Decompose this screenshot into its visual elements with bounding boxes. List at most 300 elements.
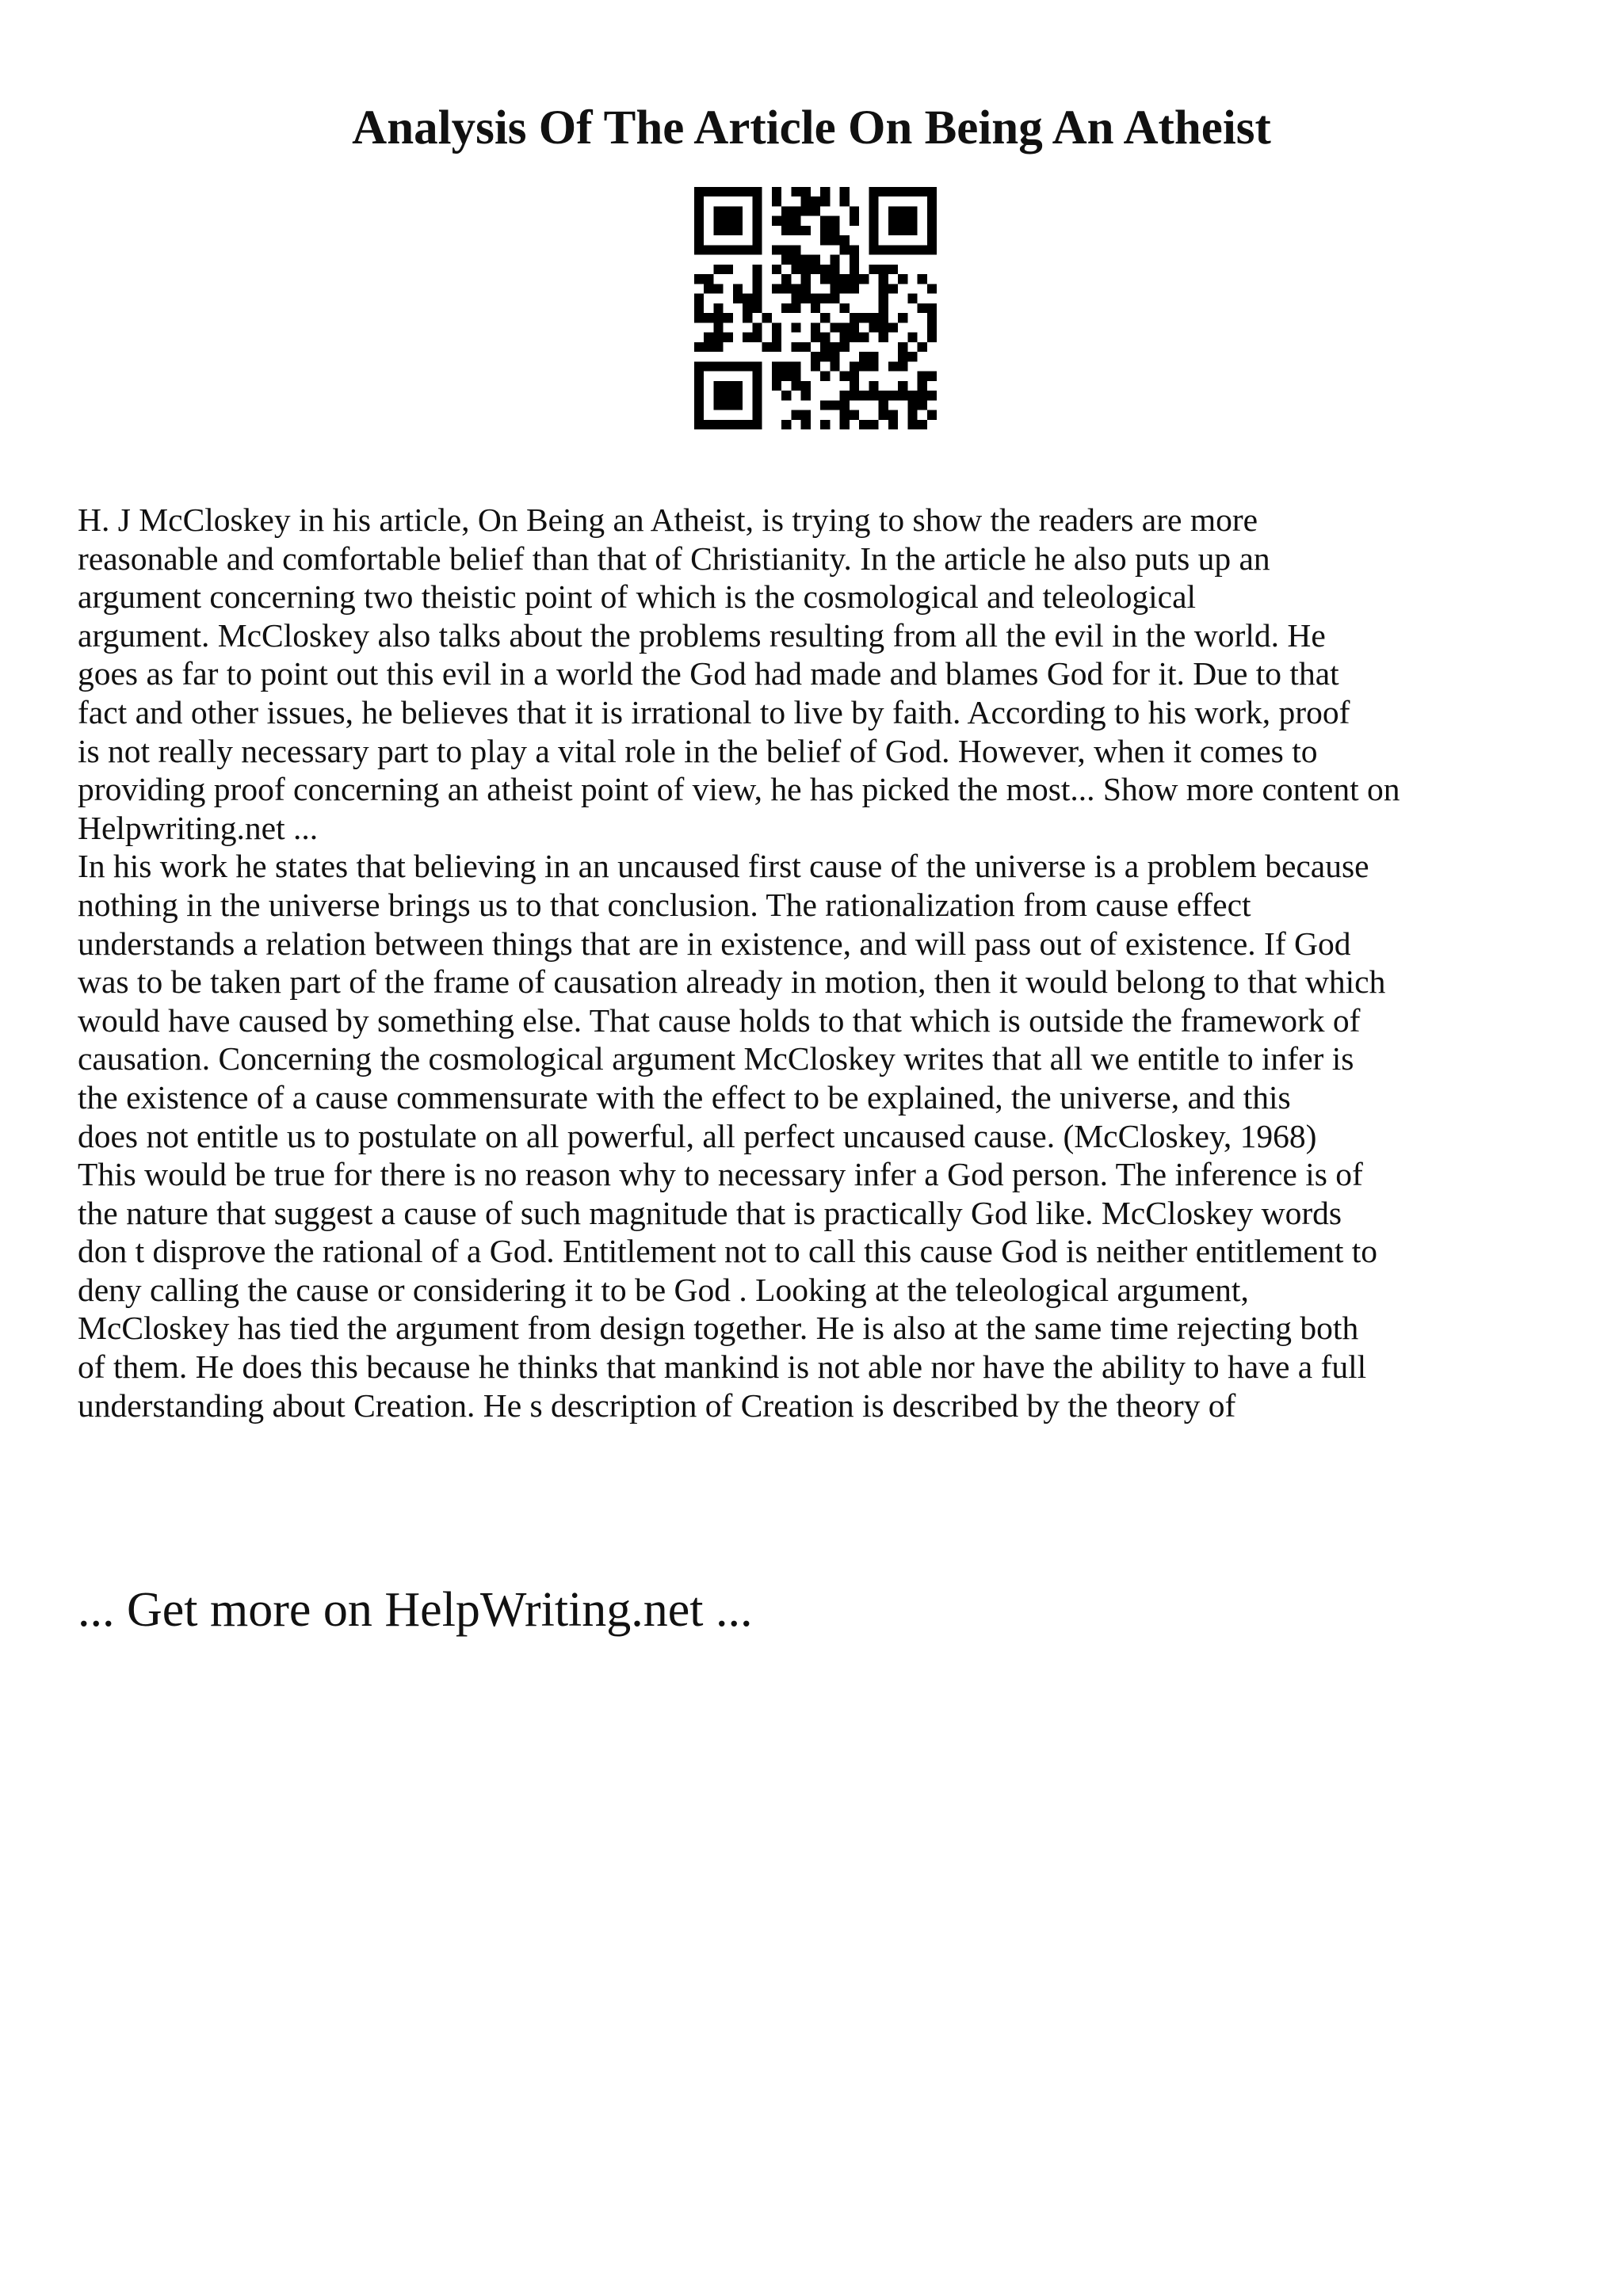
qr-module	[820, 352, 830, 361]
qr-module	[713, 381, 723, 391]
qr-module	[888, 322, 898, 332]
body-line: In his work he states that believing in an uncaused first cause of the universe is a problem because	[78, 848, 1369, 885]
body-line: nothing in the universe brings us to that conclusion. The rationalization from cause effect	[78, 886, 1251, 923]
qr-module	[781, 303, 791, 313]
qr-module	[733, 245, 743, 254]
qr-module	[869, 381, 878, 391]
qr-module	[713, 245, 723, 254]
qr-module	[850, 206, 859, 215]
qr-module	[888, 361, 898, 371]
qr-module	[713, 313, 723, 322]
body-line: goes as far to point out this evil in a world the God had made and blames God for it. Due to that	[78, 655, 1339, 692]
qr-module	[840, 303, 850, 313]
qr-module	[733, 206, 743, 215]
qr-module	[927, 322, 937, 332]
qr-module	[879, 294, 888, 303]
body-line: McCloskey has tied the argument from design together. He is also at the same time rejecting both	[78, 1310, 1359, 1347]
qr-module	[733, 226, 743, 235]
qr-module	[840, 391, 850, 400]
qr-module	[811, 352, 820, 361]
qr-module	[869, 352, 878, 361]
qr-module	[781, 361, 791, 371]
qr-module	[772, 342, 781, 352]
qr-module	[772, 187, 781, 196]
qr-module	[752, 361, 762, 371]
qr-module	[879, 265, 888, 274]
body-line: don t disprove the rational of a God. Entitlement not to call this cause God is neither entitlement to	[78, 1233, 1378, 1270]
body-line: does not entitle us to postulate on all powerful, all perfect uncaused cause. (McCloskey, 1968)	[78, 1117, 1317, 1154]
qr-module	[801, 196, 811, 206]
qr-module	[907, 400, 917, 410]
qr-module	[801, 187, 811, 196]
document-title: Analysis Of The Article On Being An Atheist	[352, 101, 1271, 154]
qr-module	[781, 274, 791, 284]
qr-module	[879, 400, 888, 410]
qr-module	[694, 274, 704, 284]
qr-module	[888, 410, 898, 420]
qr-module	[820, 216, 830, 226]
qr-module	[898, 226, 907, 235]
qr-module	[840, 342, 850, 352]
qr-module	[830, 400, 839, 410]
qr-module	[820, 400, 830, 410]
qr-module	[772, 372, 781, 381]
qr-module	[918, 245, 927, 254]
body-line: deny calling the cause or considering it to be God . Looking at the teleological argument,	[78, 1271, 1249, 1308]
qr-module	[888, 226, 898, 235]
qr-module	[713, 216, 723, 226]
qr-module	[859, 361, 869, 371]
qr-module	[752, 196, 762, 206]
qr-module	[791, 245, 800, 254]
qr-module	[898, 313, 907, 322]
qr-module	[791, 303, 800, 313]
qr-module	[713, 303, 723, 313]
qr-module	[850, 410, 859, 420]
qr-module	[752, 206, 762, 215]
qr-module	[811, 303, 820, 313]
qr-module	[733, 294, 743, 303]
qr-module	[791, 284, 800, 293]
body-line: providing proof concerning an atheist point of view, he has picked the most... Show more content on	[78, 771, 1400, 808]
qr-module	[879, 274, 888, 284]
qr-module	[694, 391, 704, 400]
qr-module	[752, 372, 762, 381]
qr-module	[879, 322, 888, 332]
qr-module	[752, 294, 762, 303]
qr-module	[752, 391, 762, 400]
qr-module	[898, 206, 907, 215]
qr-module	[772, 216, 781, 226]
qr-module	[752, 420, 762, 429]
qr-module	[869, 187, 878, 196]
qr-module	[752, 322, 762, 332]
qr-module	[713, 342, 723, 352]
qr-module	[898, 245, 907, 254]
qr-module	[927, 410, 937, 420]
qr-module	[694, 196, 704, 206]
qr-module	[859, 352, 869, 361]
qr-module	[888, 265, 898, 274]
qr-module	[888, 391, 898, 400]
qr-module	[811, 361, 820, 371]
qr-module	[801, 294, 811, 303]
qr-module	[898, 216, 907, 226]
qr-module	[840, 322, 850, 332]
body-line: argument. McCloskey also talks about the problems resulting from all the evil in the world. He	[78, 616, 1326, 654]
qr-module	[907, 333, 917, 342]
qr-module	[694, 294, 704, 303]
qr-module	[869, 226, 878, 235]
qr-module	[791, 206, 800, 215]
qr-module	[859, 391, 869, 400]
qr-module	[830, 235, 839, 245]
qr-module	[724, 391, 733, 400]
qr-module	[907, 294, 917, 303]
qr-module	[733, 187, 743, 196]
body-line: Helpwriting.net ...	[78, 809, 319, 846]
qr-module	[820, 265, 830, 274]
qr-module	[820, 333, 830, 342]
qr-module	[704, 333, 713, 342]
qr-module	[850, 284, 859, 293]
qr-module	[801, 284, 811, 293]
qr-module	[762, 313, 772, 322]
qr-module	[704, 361, 713, 371]
qr-module	[694, 206, 704, 215]
qr-module	[704, 187, 713, 196]
qr-module	[918, 400, 927, 410]
qr-module	[830, 255, 839, 265]
qr-module	[830, 294, 839, 303]
qr-module	[724, 187, 733, 196]
qr-module	[811, 322, 820, 332]
qr-module	[830, 361, 839, 371]
qr-module	[733, 381, 743, 391]
qr-module	[830, 265, 839, 274]
qr-module	[879, 245, 888, 254]
qr-module	[704, 313, 713, 322]
qr-module	[791, 381, 800, 391]
qr-module	[927, 303, 937, 313]
qr-module	[869, 313, 878, 322]
qr-module	[850, 322, 859, 332]
qr-module	[791, 187, 800, 196]
qr-module	[724, 420, 733, 429]
qr-module	[879, 303, 888, 313]
qr-module	[801, 342, 811, 352]
qr-module	[830, 342, 839, 352]
qr-module	[907, 410, 917, 420]
qr-code-graphic	[694, 187, 937, 429]
qr-module	[811, 265, 820, 274]
qr-module	[713, 322, 723, 332]
qr-module	[752, 410, 762, 420]
qr-module	[791, 342, 800, 352]
body-line: fact and other issues, he believes that it is irrational to live by faith. According to his work, proof	[78, 693, 1350, 730]
qr-module	[869, 265, 878, 274]
qr-module	[791, 216, 800, 226]
qr-module	[724, 226, 733, 235]
qr-module	[694, 420, 704, 429]
qr-module	[724, 333, 733, 342]
qr-module	[840, 196, 850, 206]
qr-module	[820, 313, 830, 322]
body-line: the nature that suggest a cause of such magnitude that is practically God like. McCloskey words	[78, 1194, 1342, 1231]
qr-module	[724, 400, 733, 410]
qr-module	[918, 274, 927, 284]
qr-module	[927, 284, 937, 293]
qr-module	[811, 333, 820, 342]
qr-module	[713, 420, 723, 429]
qr-module	[811, 206, 820, 215]
qr-module	[791, 361, 800, 371]
qr-module	[918, 420, 927, 429]
qr-module	[850, 381, 859, 391]
qr-module	[724, 265, 733, 274]
qr-module	[879, 284, 888, 293]
qr-module	[762, 342, 772, 352]
qr-module	[927, 391, 937, 400]
qr-module	[888, 420, 898, 429]
get-more-link[interactable]: ... Get more on HelpWriting.net ...	[78, 1583, 753, 1637]
qr-module	[927, 372, 937, 381]
qr-module	[927, 235, 937, 245]
qr-module	[724, 216, 733, 226]
qr-module	[869, 245, 878, 254]
qr-module	[898, 352, 907, 361]
qr-module	[811, 196, 820, 206]
qr-module	[840, 420, 850, 429]
qr-module	[850, 274, 859, 284]
body-line: understands a relation between things that are in existence, and will pass out of existence. If God	[78, 925, 1351, 962]
qr-module	[927, 313, 937, 322]
qr-module	[801, 206, 811, 215]
qr-module	[781, 372, 791, 381]
qr-module	[820, 342, 830, 352]
qr-module	[820, 294, 830, 303]
qr-module	[840, 245, 850, 254]
body-line: the existence of a cause commensurate with the effect to be explained, the universe, and this	[78, 1078, 1291, 1116]
qr-module	[918, 187, 927, 196]
qr-module	[791, 294, 800, 303]
qr-module	[801, 265, 811, 274]
qr-module	[752, 303, 762, 313]
qr-module	[927, 245, 937, 254]
qr-module	[724, 313, 733, 322]
qr-module	[713, 391, 723, 400]
qr-module	[907, 206, 917, 215]
qr-module	[772, 333, 781, 342]
qr-module	[724, 206, 733, 215]
qr-module	[811, 255, 820, 265]
qr-module	[907, 420, 917, 429]
qr-module	[752, 245, 762, 254]
qr-module	[869, 235, 878, 245]
qr-module	[781, 255, 791, 265]
qr-module	[801, 226, 811, 235]
qr-module	[811, 294, 820, 303]
qr-module	[704, 284, 713, 293]
qr-module	[820, 226, 830, 235]
qr-module	[752, 216, 762, 226]
qr-module	[801, 381, 811, 391]
qr-module	[791, 265, 800, 274]
qr-module	[840, 274, 850, 284]
body-line: understanding about Creation. He s description of Creation is described by the theory of	[78, 1386, 1236, 1424]
qr-module	[927, 187, 937, 196]
qr-module	[850, 333, 859, 342]
qr-module	[907, 245, 917, 254]
qr-module	[888, 187, 898, 196]
qr-module	[801, 410, 811, 420]
qr-module	[840, 400, 850, 410]
qr-module	[918, 391, 927, 400]
qr-module	[743, 333, 752, 342]
qr-module	[898, 342, 907, 352]
qr-module	[694, 410, 704, 420]
qr-module	[713, 187, 723, 196]
qr-module	[801, 391, 811, 400]
qr-module	[733, 420, 743, 429]
qr-module	[850, 391, 859, 400]
qr-module	[772, 245, 781, 254]
qr-module	[791, 410, 800, 420]
qr-module	[869, 322, 878, 332]
qr-module	[830, 352, 839, 361]
qr-module	[713, 226, 723, 235]
qr-module	[840, 187, 850, 196]
qr-module	[869, 206, 878, 215]
qr-module	[781, 226, 791, 235]
qr-module	[830, 274, 839, 284]
qr-module	[704, 342, 713, 352]
qr-module	[898, 361, 907, 371]
qr-module	[820, 420, 830, 429]
qr-module	[724, 381, 733, 391]
qr-module	[907, 352, 917, 361]
qr-module	[781, 284, 791, 293]
qr-module	[791, 322, 800, 332]
body-line: would have caused by something else. That cause holds to that which is outside the framework of	[78, 1001, 1361, 1039]
qr-module	[879, 410, 888, 420]
qr-module	[840, 235, 850, 245]
body-line: reasonable and comfortable belief than that of Christianity. In the article he also puts up an	[78, 540, 1270, 577]
qr-module	[850, 265, 859, 274]
qr-module	[694, 303, 704, 313]
qr-module	[888, 284, 898, 293]
qr-module	[879, 187, 888, 196]
qr-module	[743, 303, 752, 313]
qr-module	[918, 381, 927, 391]
qr-module	[907, 226, 917, 235]
qr-module	[772, 265, 781, 274]
qr-module	[830, 322, 839, 332]
qr-module	[801, 420, 811, 429]
qr-module	[772, 284, 781, 293]
qr-module	[820, 235, 830, 245]
body-line: argument concerning two theistic point of which is the cosmological and teleological	[78, 578, 1197, 616]
qr-module	[752, 226, 762, 235]
qr-module	[927, 216, 937, 226]
qr-module	[752, 400, 762, 410]
qr-code-icon[interactable]	[694, 187, 937, 429]
qr-module	[869, 391, 878, 400]
qr-module	[840, 372, 850, 381]
qr-module	[898, 187, 907, 196]
qr-module	[733, 400, 743, 410]
qr-module	[724, 361, 733, 371]
qr-module	[781, 391, 791, 400]
qr-module	[888, 206, 898, 215]
qr-module	[869, 216, 878, 226]
qr-module	[820, 196, 830, 206]
qr-module	[918, 303, 927, 313]
qr-module	[830, 216, 839, 226]
qr-module	[791, 255, 800, 265]
qr-module	[704, 245, 713, 254]
qr-module	[898, 274, 907, 284]
qr-module	[694, 361, 704, 371]
qr-module	[772, 322, 781, 332]
qr-module	[713, 265, 723, 274]
qr-module	[898, 381, 907, 391]
qr-module	[713, 206, 723, 215]
qr-module	[694, 342, 704, 352]
qr-module	[869, 196, 878, 206]
qr-module	[743, 361, 752, 371]
qr-module	[704, 274, 713, 284]
qr-module	[859, 313, 869, 322]
qr-module	[879, 313, 888, 322]
qr-module	[772, 196, 781, 206]
qr-module	[879, 391, 888, 400]
qr-module	[918, 342, 927, 352]
qr-module	[733, 284, 743, 293]
qr-module	[927, 206, 937, 215]
qr-module	[694, 235, 704, 245]
qr-module	[781, 206, 791, 215]
qr-module	[713, 361, 723, 371]
qr-module	[713, 400, 723, 410]
qr-module	[713, 284, 723, 293]
qr-module	[888, 216, 898, 226]
qr-module	[781, 420, 791, 429]
qr-module	[733, 361, 743, 371]
qr-module	[743, 187, 752, 196]
qr-module	[752, 265, 762, 274]
qr-module	[781, 245, 791, 254]
article-body	[78, 501, 1572, 1425]
qr-module	[713, 333, 723, 342]
qr-module	[694, 372, 704, 381]
qr-module	[752, 333, 762, 342]
qr-module	[743, 420, 752, 429]
qr-module	[694, 245, 704, 254]
qr-module	[879, 333, 888, 342]
qr-module	[743, 313, 752, 322]
qr-module	[850, 255, 859, 265]
qr-module	[694, 313, 704, 322]
qr-module	[694, 187, 704, 196]
qr-module	[830, 284, 839, 293]
qr-module	[743, 245, 752, 254]
qr-module	[752, 235, 762, 245]
qr-module	[850, 245, 859, 254]
qr-module	[704, 420, 713, 429]
qr-module	[752, 284, 762, 293]
qr-module	[694, 226, 704, 235]
